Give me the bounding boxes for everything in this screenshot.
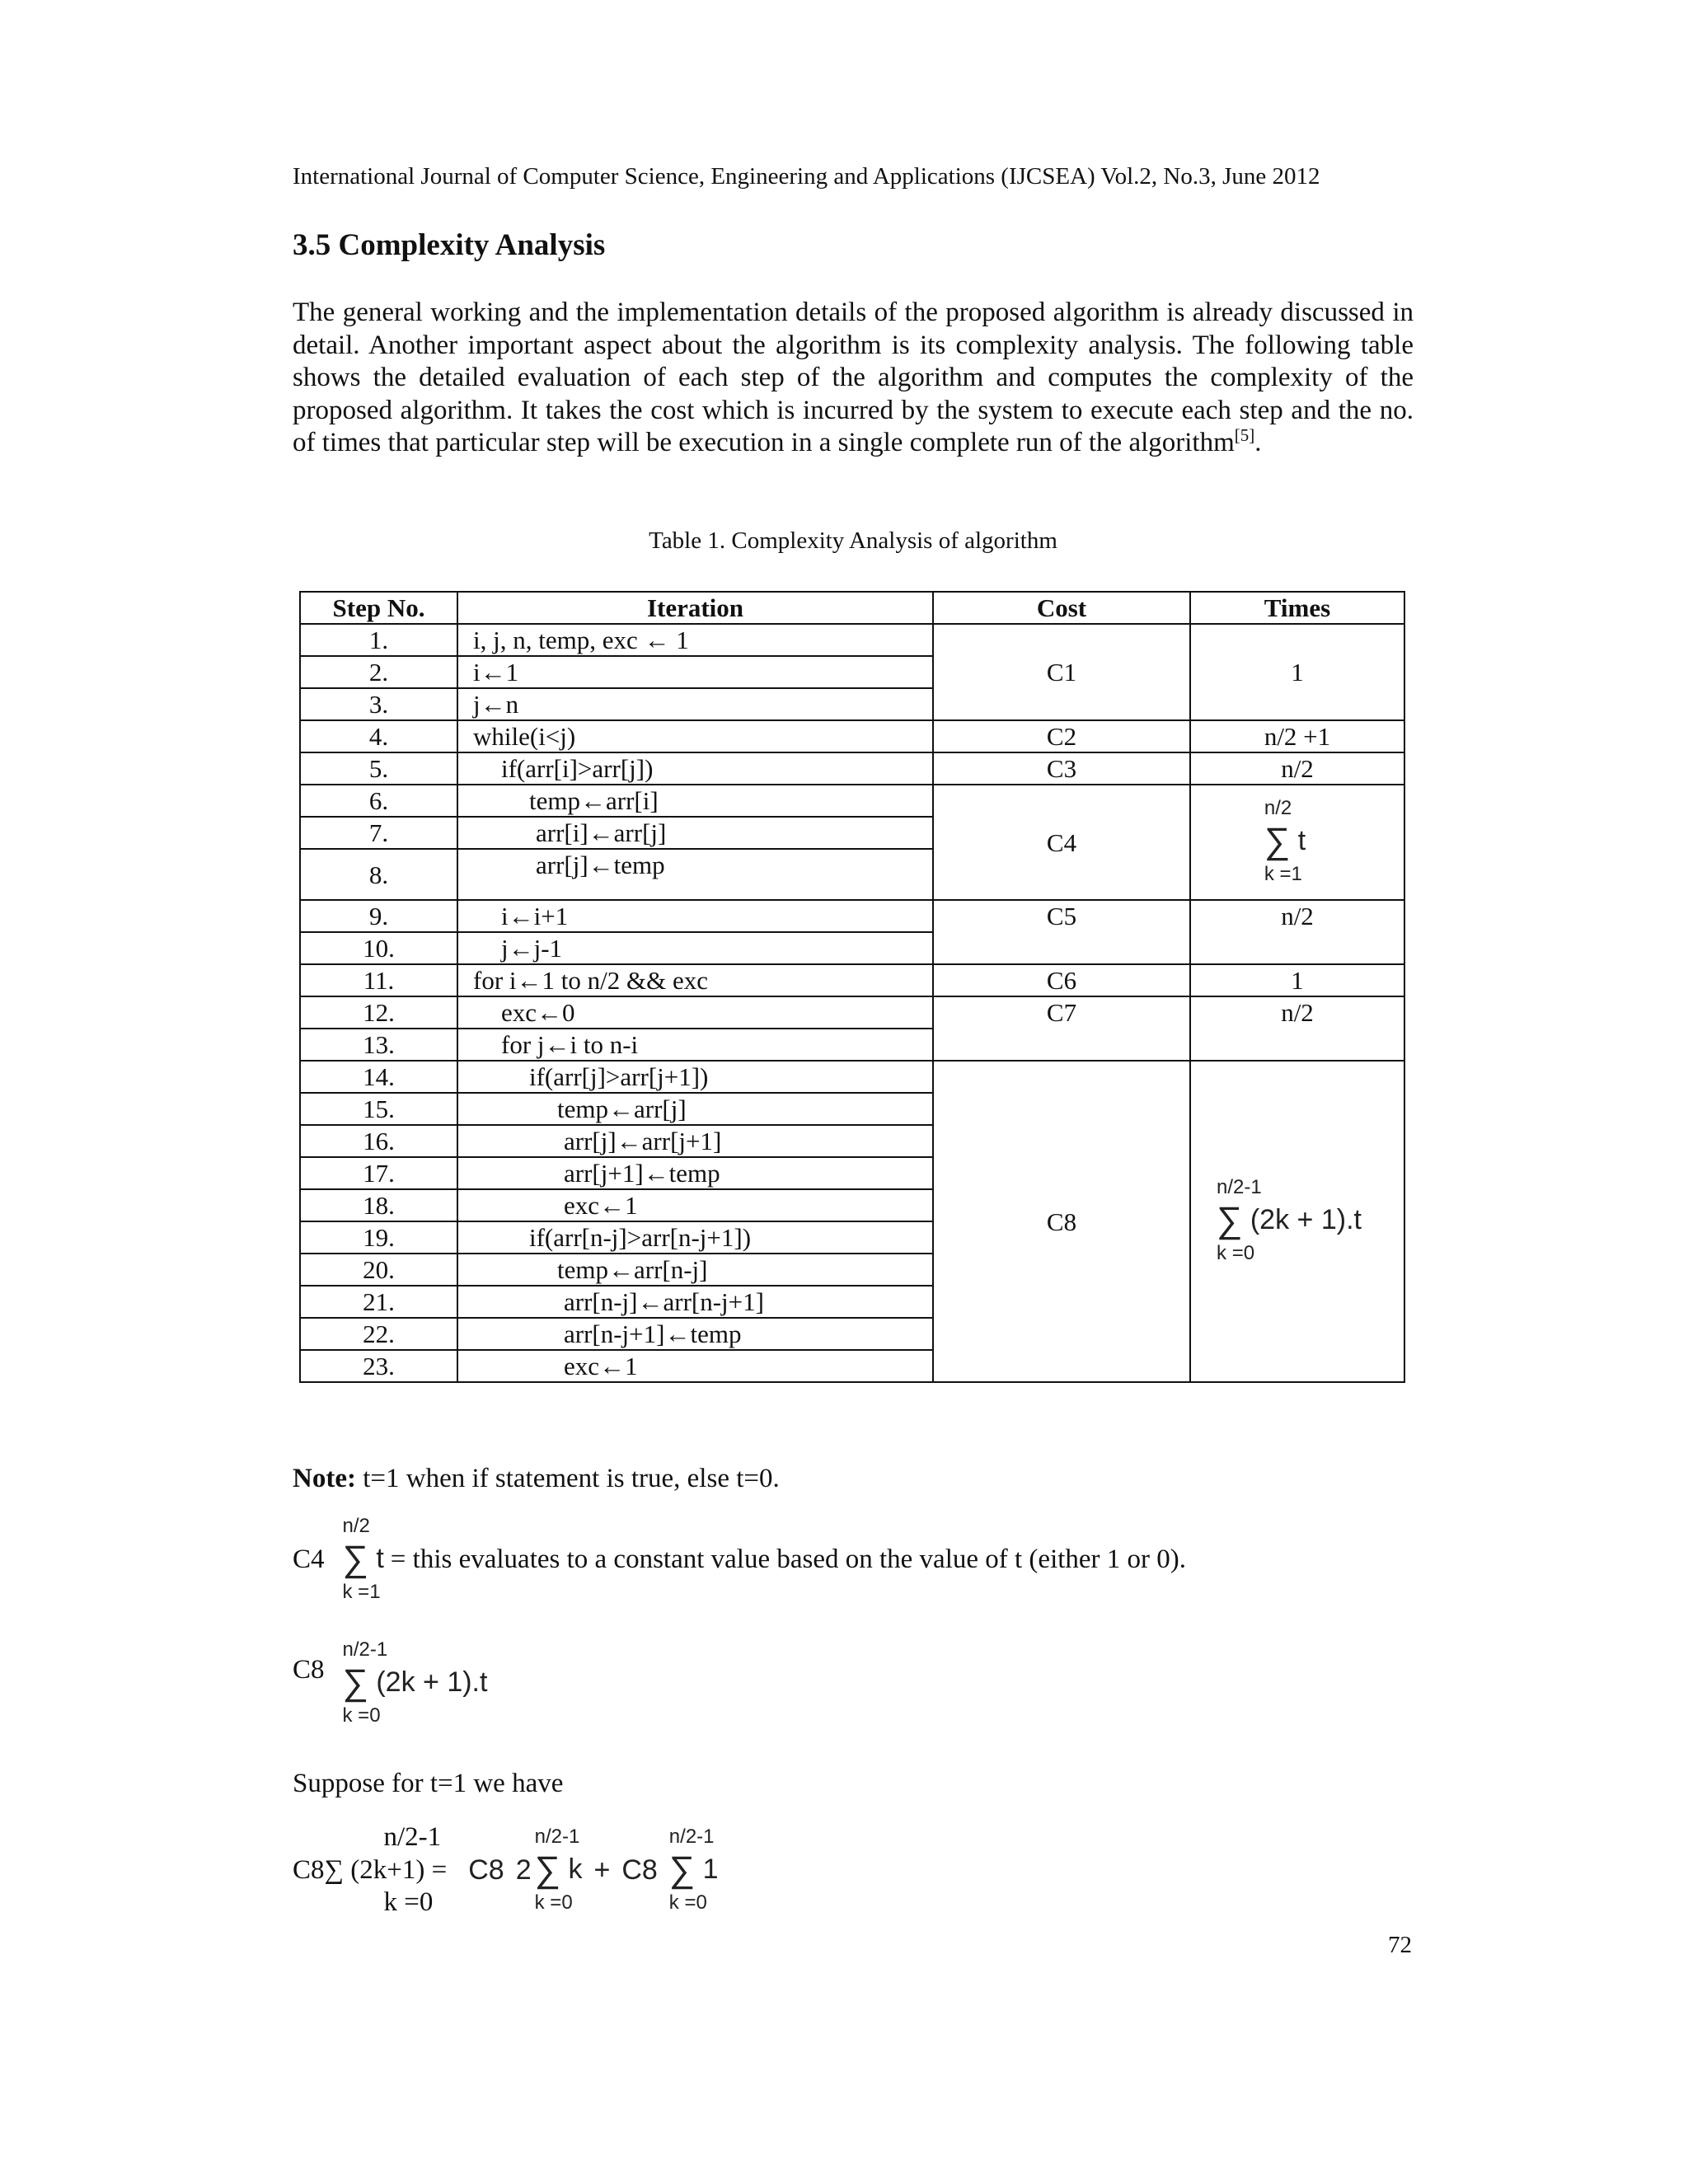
iteration: j←n xyxy=(457,688,933,720)
sum-term: k xyxy=(568,1854,583,1886)
step-no: 15. xyxy=(300,1093,457,1125)
eq-term1-mult: 2 xyxy=(515,1854,532,1886)
intro-text: The general working and the implementation details of the proposed algorithm is already discussed in detail. Another important aspect about the algorithm is its complexity analysis. The following table shows the detailed evaluation of each step of the algorithm and computes the complexity of the proposed algorithm. It takes the cost which is incurred by the system to execute each step and the no. of times that particular step will be execution in a single complete run of the algorithm xyxy=(293,298,1414,458)
iteration: arr[j+1]←temp xyxy=(457,1157,933,1189)
sum-lower: k =0 xyxy=(668,1891,707,1915)
step-no: 4. xyxy=(300,720,457,752)
step-no: 9. xyxy=(300,900,457,932)
sum-body xyxy=(1217,1199,1362,1240)
cost-cell: C1 xyxy=(933,624,1190,720)
step-no: 7. xyxy=(300,817,457,849)
table-row xyxy=(300,996,1404,1029)
c4-label: C4 xyxy=(293,1544,325,1574)
sum-body xyxy=(342,1662,488,1703)
iteration: temp←arr[n-j] xyxy=(457,1254,933,1286)
header-iteration: Iteration xyxy=(457,592,933,624)
cost-cell: C3 xyxy=(933,752,1190,785)
times-cell xyxy=(1190,1061,1404,1382)
step-no: 14. xyxy=(300,1061,457,1093)
journal-header: International Journal of Computer Science, Engineering and Applications (IJCSEA) Vol.2, No.3, June 2012 xyxy=(293,163,1320,190)
sum-term: 1 xyxy=(702,1854,719,1886)
step-no: 16. xyxy=(300,1125,457,1157)
table-row xyxy=(300,720,1404,752)
step-no: 20. xyxy=(300,1254,457,1286)
eq-lhs-lower: k =0 xyxy=(383,1887,434,1918)
step-no: 19. xyxy=(300,1221,457,1254)
eq-plus: + xyxy=(593,1854,611,1886)
c8-label: C8 xyxy=(293,1655,325,1685)
iteration: i, j, n, temp, exc ← 1 xyxy=(457,624,933,656)
step-no: 10. xyxy=(300,932,457,964)
sum-upper: n/2-1 xyxy=(668,1825,715,1849)
sigma-icon: ∑ xyxy=(534,1849,561,1891)
c8-explanation xyxy=(293,1640,487,1726)
iteration: exc←0 xyxy=(457,996,933,1029)
sigma-icon: ∑ xyxy=(342,1539,368,1579)
table-row xyxy=(300,752,1404,785)
eq-term1-coef: C8 xyxy=(468,1854,504,1886)
final-equation xyxy=(293,1821,719,1919)
sum-upper: n/2-1 xyxy=(534,1825,580,1849)
iteration: j←j-1 xyxy=(457,932,933,964)
header-times: Times xyxy=(1190,592,1404,624)
table-caption: Table 1. Complexity Analysis of algorithm xyxy=(649,527,1057,554)
step-no: 1. xyxy=(300,624,457,656)
sum-lower: k =1 xyxy=(1264,862,1302,885)
table-header-row xyxy=(300,592,1404,624)
sigma-icon: ∑ xyxy=(1217,1199,1243,1240)
complexity-table xyxy=(299,591,1405,1383)
c4-explanation xyxy=(293,1516,1186,1602)
iteration: for i←1 to n/2 && exc xyxy=(457,964,933,996)
sum-formula xyxy=(535,1827,583,1913)
table-row xyxy=(300,964,1404,996)
iteration: temp←arr[j] xyxy=(457,1093,933,1125)
times-cell: n/2 +1 xyxy=(1190,720,1404,752)
iteration: exc←1 xyxy=(457,1350,933,1382)
sum-body xyxy=(668,1849,719,1891)
iteration: while(i<j) xyxy=(457,720,933,752)
step-no: 21. xyxy=(300,1286,457,1318)
step-no: 17. xyxy=(300,1157,457,1189)
times-cell: n/2 xyxy=(1190,996,1404,1061)
sum-formula xyxy=(1264,796,1306,885)
sum-lower: k =0 xyxy=(1217,1241,1255,1264)
sum-formula xyxy=(343,1640,488,1726)
step-no: 13. xyxy=(300,1029,457,1061)
iteration: arr[n-j]←arr[n-j+1] xyxy=(457,1286,933,1318)
sum-upper: n/2 xyxy=(342,1515,370,1537)
iteration: arr[j]←arr[j+1] xyxy=(457,1125,933,1157)
sum-body xyxy=(1264,820,1306,861)
iteration: exc←1 xyxy=(457,1189,933,1221)
sum-term: (2k + 1).t xyxy=(376,1666,488,1698)
iteration: if(arr[j]>arr[j+1]) xyxy=(457,1061,933,1093)
sigma-icon: ∑ xyxy=(342,1662,368,1703)
sum-upper: n/2-1 xyxy=(1217,1175,1262,1198)
cost-cell: C7 xyxy=(933,996,1190,1061)
note-text: t=1 when if statement is true, else t=0. xyxy=(363,1464,780,1493)
iteration: if(arr[i]>arr[j]) xyxy=(457,752,933,785)
page-number: 72 xyxy=(1388,1932,1412,1958)
cost-cell: C4 xyxy=(933,785,1190,900)
c4-text: = this evaluates to a constant value based on the value of t (either 1 or 0). xyxy=(390,1544,1187,1574)
iteration: for j←i to n-i xyxy=(457,1029,933,1061)
sum-term: t xyxy=(376,1543,384,1574)
sigma-icon: ∑ xyxy=(1264,820,1291,861)
eq-lhs-body: ∑ (2k+1) = xyxy=(324,1854,448,1885)
intro-end: . xyxy=(1254,428,1262,458)
header-cost: Cost xyxy=(933,592,1190,624)
iteration: i←1 xyxy=(457,656,933,688)
section-title: 3.5 Complexity Analysis xyxy=(293,228,606,262)
table-row xyxy=(300,785,1404,817)
times-cell: n/2 xyxy=(1190,752,1404,785)
times-cell xyxy=(1190,785,1404,900)
step-no: 6. xyxy=(300,785,457,817)
iteration: arr[i]←arr[j] xyxy=(457,817,933,849)
step-no: 22. xyxy=(300,1318,457,1350)
citation: [5] xyxy=(1234,425,1255,446)
sum-lower: k =0 xyxy=(534,1891,573,1915)
eq-lhs-label: C8 xyxy=(293,1854,325,1885)
eq-lhs-upper: n/2-1 xyxy=(383,1822,442,1852)
note-label: Note: xyxy=(293,1464,356,1493)
times-cell: 1 xyxy=(1190,624,1404,720)
table-row xyxy=(300,1061,1404,1093)
times-cell: n/2 xyxy=(1190,900,1404,964)
sum-formula xyxy=(669,1827,719,1913)
iteration: i←i+1 xyxy=(457,900,933,932)
sum-upper: n/2 xyxy=(1264,796,1292,819)
eq-term2-coef: C8 xyxy=(621,1854,658,1886)
sigma-icon: ∑ xyxy=(668,1849,696,1891)
times-cell: 1 xyxy=(1190,964,1404,996)
suppose-text: Suppose for t=1 we have xyxy=(293,1769,564,1798)
step-no: 18. xyxy=(300,1189,457,1221)
table-row xyxy=(300,624,1404,656)
sum-lower: k =0 xyxy=(342,1704,381,1727)
iteration: if(arr[n-j]>arr[n-j+1]) xyxy=(457,1221,933,1254)
sum-term: t xyxy=(1297,824,1306,856)
sum-formula xyxy=(343,1516,384,1602)
cost-cell: C5 xyxy=(933,900,1190,964)
iteration: temp←arr[i] xyxy=(457,785,933,817)
step-no: 12. xyxy=(300,996,457,1029)
step-no: 2. xyxy=(300,656,457,688)
sum-body xyxy=(534,1849,583,1891)
sum-lower: k =1 xyxy=(342,1581,381,1603)
step-no: 11. xyxy=(300,964,457,996)
iteration: arr[n-j+1]←temp xyxy=(457,1318,933,1350)
eq-lhs xyxy=(324,1821,448,1919)
cost-cell: C2 xyxy=(933,720,1190,752)
step-no: 5. xyxy=(300,752,457,785)
note xyxy=(293,1464,780,1494)
intro-paragraph xyxy=(293,297,1414,460)
iteration: arr[j]←temp xyxy=(457,849,933,900)
step-no: 3. xyxy=(300,688,457,720)
cost-cell: C6 xyxy=(933,964,1190,996)
step-no: 8. xyxy=(300,849,457,900)
table-row xyxy=(300,900,1404,932)
sum-term: (2k + 1).t xyxy=(1250,1203,1362,1235)
header-step: Step No. xyxy=(300,592,457,624)
cost-cell: C8 xyxy=(933,1061,1190,1382)
step-no: 23. xyxy=(300,1350,457,1382)
sum-formula xyxy=(1217,1175,1362,1264)
sum-upper: n/2-1 xyxy=(342,1638,388,1661)
sum-body xyxy=(343,1541,384,1577)
